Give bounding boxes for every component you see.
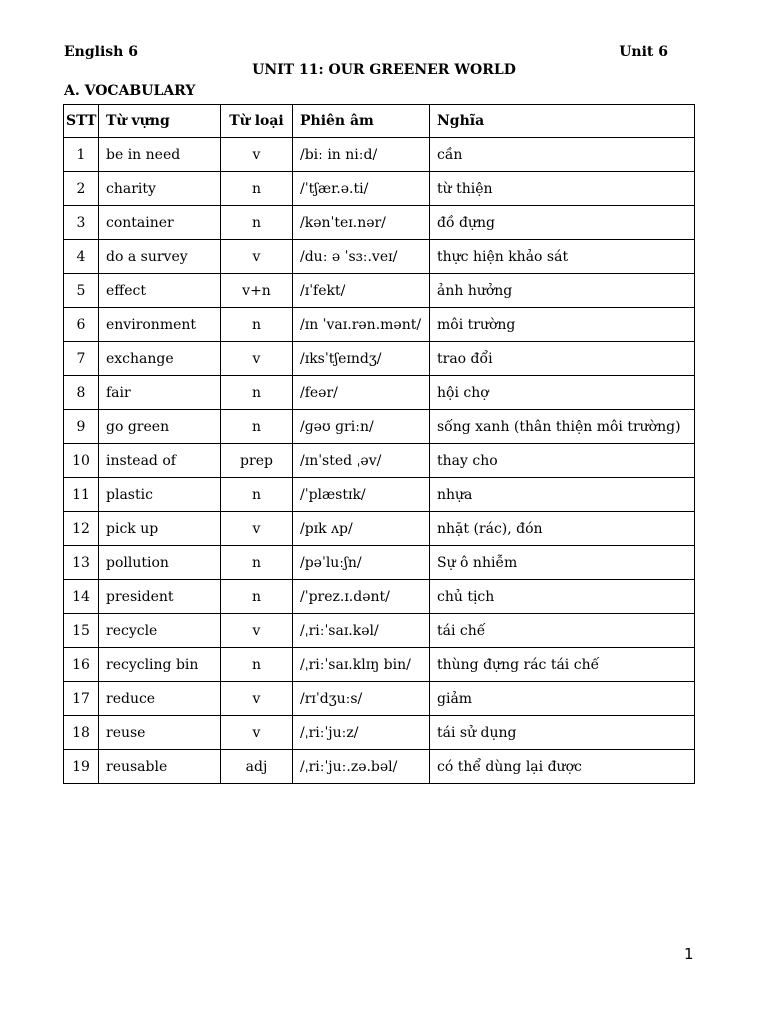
page-number: 1 xyxy=(684,945,694,963)
cell-part-of-speech: v xyxy=(221,138,293,172)
cell-meaning: môi trường xyxy=(430,308,695,342)
cell-word: president xyxy=(99,580,221,614)
table-row xyxy=(64,682,695,716)
table-row xyxy=(64,274,695,308)
cell-part-of-speech: n xyxy=(221,376,293,410)
cell-stt: 4 xyxy=(64,240,99,274)
column-header-word: Từ vựng xyxy=(99,105,221,138)
header-subject: English 6 xyxy=(64,44,138,60)
table-row xyxy=(64,648,695,682)
cell-part-of-speech: v xyxy=(221,512,293,546)
table-header-row xyxy=(64,105,695,138)
cell-stt: 17 xyxy=(64,682,99,716)
cell-pronunciation: /ɡəʊ ɡriːn/ xyxy=(293,410,430,444)
cell-pronunciation: /ˌriːˈsaɪ.kəl/ xyxy=(293,614,430,648)
cell-word: fair xyxy=(99,376,221,410)
cell-stt: 15 xyxy=(64,614,99,648)
cell-part-of-speech: v xyxy=(221,342,293,376)
cell-meaning: giảm xyxy=(430,682,695,716)
cell-word: pollution xyxy=(99,546,221,580)
cell-stt: 8 xyxy=(64,376,99,410)
cell-part-of-speech: v xyxy=(221,614,293,648)
cell-pronunciation: /rɪˈdʒuːs/ xyxy=(293,682,430,716)
cell-part-of-speech: n xyxy=(221,206,293,240)
cell-meaning: tái sử dụng xyxy=(430,716,695,750)
cell-word: pick up xyxy=(99,512,221,546)
table-row xyxy=(64,750,695,784)
cell-pronunciation: /biː in niːd/ xyxy=(293,138,430,172)
cell-word: reduce xyxy=(99,682,221,716)
cell-word: recycle xyxy=(99,614,221,648)
column-header-meaning: Nghĩa xyxy=(430,105,695,138)
column-header-part-of-speech: Từ loại xyxy=(221,105,293,138)
cell-pronunciation: /feər/ xyxy=(293,376,430,410)
cell-meaning: từ thiện xyxy=(430,172,695,206)
cell-part-of-speech: n xyxy=(221,172,293,206)
table-row xyxy=(64,546,695,580)
cell-meaning: thay cho xyxy=(430,444,695,478)
table-row xyxy=(64,716,695,750)
cell-part-of-speech: v xyxy=(221,240,293,274)
cell-word: environment xyxy=(99,308,221,342)
cell-word: plastic xyxy=(99,478,221,512)
cell-part-of-speech: n xyxy=(221,410,293,444)
cell-stt: 16 xyxy=(64,648,99,682)
cell-pronunciation: /kənˈteɪ.nər/ xyxy=(293,206,430,240)
cell-stt: 11 xyxy=(64,478,99,512)
table-row xyxy=(64,138,695,172)
cell-pronunciation: /ˈtʃær.ə.ti/ xyxy=(293,172,430,206)
cell-part-of-speech: v xyxy=(221,716,293,750)
cell-meaning: có thể dùng lại được xyxy=(430,750,695,784)
cell-meaning: hội chợ xyxy=(430,376,695,410)
cell-word: reusable xyxy=(99,750,221,784)
cell-meaning: nhựa xyxy=(430,478,695,512)
cell-part-of-speech: prep xyxy=(221,444,293,478)
cell-pronunciation: /ɪn ˈvaɪ.rən.mənt/ xyxy=(293,308,430,342)
cell-meaning: sống xanh (thân thiện môi trường) xyxy=(430,410,695,444)
cell-word: charity xyxy=(99,172,221,206)
cell-stt: 9 xyxy=(64,410,99,444)
cell-word: do a survey xyxy=(99,240,221,274)
cell-meaning: cần xyxy=(430,138,695,172)
cell-part-of-speech: n xyxy=(221,478,293,512)
cell-stt: 13 xyxy=(64,546,99,580)
cell-stt: 2 xyxy=(64,172,99,206)
cell-part-of-speech: n xyxy=(221,648,293,682)
cell-meaning: chủ tịch xyxy=(430,580,695,614)
cell-stt: 7 xyxy=(64,342,99,376)
column-header-pronunciation: Phiên âm xyxy=(293,105,430,138)
table-row xyxy=(64,614,695,648)
cell-pronunciation: /ˈplæstɪk/ xyxy=(293,478,430,512)
cell-stt: 5 xyxy=(64,274,99,308)
table-row xyxy=(64,308,695,342)
cell-meaning: tái chế xyxy=(430,614,695,648)
vocabulary-table xyxy=(63,104,695,784)
cell-part-of-speech: n xyxy=(221,308,293,342)
cell-pronunciation: /ˈprez.ɪ.dənt/ xyxy=(293,580,430,614)
cell-pronunciation: /ɪˈfekt/ xyxy=(293,274,430,308)
table-row xyxy=(64,376,695,410)
cell-word: recycling bin xyxy=(99,648,221,682)
section-heading: A. VOCABULARY xyxy=(64,83,196,99)
column-header-stt: STT xyxy=(64,105,99,138)
cell-pronunciation: /ɪksˈtʃeɪndʒ/ xyxy=(293,342,430,376)
cell-part-of-speech: n xyxy=(221,546,293,580)
table-row xyxy=(64,172,695,206)
cell-stt: 18 xyxy=(64,716,99,750)
table-row xyxy=(64,410,695,444)
table-row xyxy=(64,444,695,478)
cell-word: go green xyxy=(99,410,221,444)
cell-part-of-speech: adj xyxy=(221,750,293,784)
page-title: UNIT 11: OUR GREENER WORLD xyxy=(252,62,516,78)
cell-stt: 12 xyxy=(64,512,99,546)
cell-pronunciation: /ˌriːˈjuː.zə.bəl/ xyxy=(293,750,430,784)
cell-part-of-speech: v+n xyxy=(221,274,293,308)
cell-pronunciation: /pəˈluːʃn/ xyxy=(293,546,430,580)
table-row xyxy=(64,240,695,274)
cell-pronunciation: /duː ə ˈsɜː.veɪ/ xyxy=(293,240,430,274)
cell-pronunciation: /pɪk ʌp/ xyxy=(293,512,430,546)
cell-meaning: thực hiện khảo sát xyxy=(430,240,695,274)
cell-word: instead of xyxy=(99,444,221,478)
cell-part-of-speech: v xyxy=(221,682,293,716)
cell-pronunciation: /ˌriːˈsaɪ.klɪŋ bin/ xyxy=(293,648,430,682)
cell-meaning: nhặt (rác), đón xyxy=(430,512,695,546)
cell-word: reuse xyxy=(99,716,221,750)
cell-meaning: đồ đựng xyxy=(430,206,695,240)
cell-word: effect xyxy=(99,274,221,308)
cell-word: be in need xyxy=(99,138,221,172)
table-row xyxy=(64,478,695,512)
cell-stt: 14 xyxy=(64,580,99,614)
cell-stt: 19 xyxy=(64,750,99,784)
cell-part-of-speech: n xyxy=(221,580,293,614)
cell-meaning: Sự ô nhiễm xyxy=(430,546,695,580)
table-row xyxy=(64,206,695,240)
cell-stt: 3 xyxy=(64,206,99,240)
cell-pronunciation: /ˌriːˈjuːz/ xyxy=(293,716,430,750)
cell-meaning: trao đổi xyxy=(430,342,695,376)
table-row xyxy=(64,342,695,376)
cell-stt: 1 xyxy=(64,138,99,172)
cell-pronunciation: /ɪnˈsted ˌəv/ xyxy=(293,444,430,478)
cell-meaning: ảnh hưởng xyxy=(430,274,695,308)
cell-stt: 6 xyxy=(64,308,99,342)
header-unit: Unit 6 xyxy=(619,44,668,60)
cell-stt: 10 xyxy=(64,444,99,478)
cell-meaning: thùng đựng rác tái chế xyxy=(430,648,695,682)
cell-word: container xyxy=(99,206,221,240)
table-row xyxy=(64,580,695,614)
cell-word: exchange xyxy=(99,342,221,376)
table-row xyxy=(64,512,695,546)
